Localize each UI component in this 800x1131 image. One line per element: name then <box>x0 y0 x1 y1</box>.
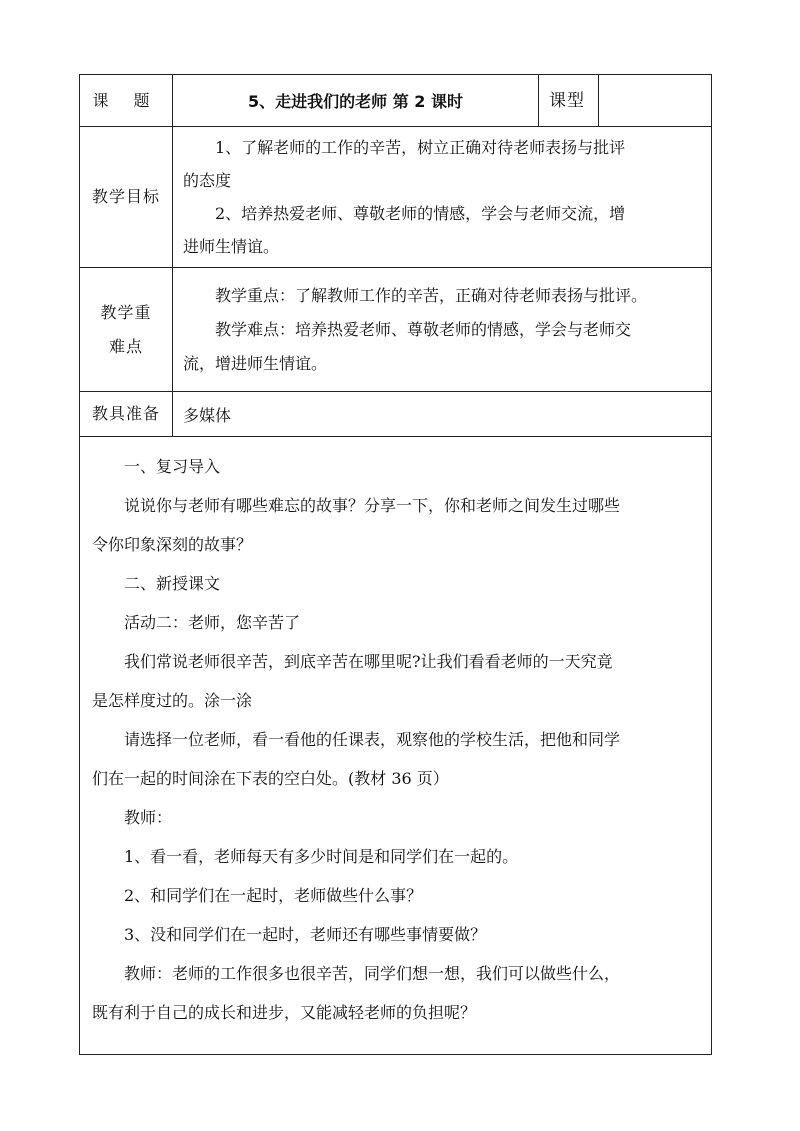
key-points-row <box>80 268 712 392</box>
section-new-lesson: 二、新授课文 <box>124 574 221 593</box>
teaching-process-row <box>80 437 712 1055</box>
difficult-point-line-b: 流，增进师生情谊。 <box>183 353 328 373</box>
teaching-process-content <box>80 437 712 1055</box>
section-review: 一、复习导入 <box>124 457 221 476</box>
materials-value: 多媒体 <box>173 392 712 437</box>
question-2: 2、和同学们在一起时，老师做些什么事？ <box>124 886 423 905</box>
objective-1-line-a: 1、了解老师的工作的辛苦，树立正确对待老师表扬与批评 <box>215 138 626 157</box>
difficult-point-line-a: 教学难点：培养热爱老师、尊敬老师的情感，学会与老师交 <box>215 319 632 339</box>
lesson-title: 5、走进我们的老师 第 2 课时 <box>173 75 539 127</box>
materials-row <box>80 392 712 437</box>
activity-task-line-b: 们在一起的时间涂在下表的空白处。(教材 36 页） <box>92 769 449 788</box>
objective-2-line-a: 2、培养热爱老师、尊敬老师的情感，学会与老师交流，增 <box>215 204 626 223</box>
objectives-row <box>80 127 712 268</box>
objective-1-line-b: 的态度 <box>183 171 232 190</box>
teacher-summary-line-b: 既有利于自己的成长和进步，又能减轻老师的负担呢？ <box>92 1003 477 1022</box>
teacher-summary-line-a: 教师：老师的工作很多也很辛苦，同学们想一想，我们可以做些什么， <box>124 964 621 983</box>
question-3: 3、没和同学们在一起时，老师还有哪些事情要做？ <box>124 925 487 944</box>
activity-intro-line-b: 是怎样度过的。涂一涂 <box>92 691 253 710</box>
key-points-label-line-2: 难点 <box>108 336 143 356</box>
key-points-label <box>80 268 173 392</box>
objectives-label: 教学目标 <box>80 127 173 268</box>
activity-title: 活动二：老师，您辛苦了 <box>124 613 301 632</box>
materials-label: 教具准备 <box>80 392 173 437</box>
review-prompt-line-a: 说说你与老师有哪些难忘的故事？分享一下，你和老师之间发生过哪些 <box>124 496 621 515</box>
question-1: 1、看一看，老师每天有多少时间是和同学们在一起的。 <box>124 847 519 866</box>
topic-label: 课 题 <box>80 75 173 127</box>
key-points-content <box>173 268 712 392</box>
objectives-content <box>173 127 712 268</box>
activity-intro-line-a: 我们常说老师很辛苦，到底辛苦在哪里呢?让我们看看老师的一天究竟 <box>124 652 613 671</box>
lesson-type-label: 课型 <box>539 75 599 127</box>
key-point: 教学重点：了解教师工作的辛苦，正确对待老师表扬与批评。 <box>215 285 648 305</box>
activity-task-line-a: 请选择一位老师，看一看他的任课表，观察他的学校生活，把他和同学 <box>124 730 621 749</box>
review-prompt-line-b: 令你印象深刻的故事？ <box>92 535 253 554</box>
teacher-label: 教师： <box>124 808 173 827</box>
lesson-plan-table <box>79 74 712 1055</box>
objective-2-line-b: 进师生情谊。 <box>183 237 280 256</box>
key-points-label-line-1: 教学重 <box>100 302 152 322</box>
topic-row <box>80 75 712 127</box>
lesson-type-value <box>599 75 712 127</box>
